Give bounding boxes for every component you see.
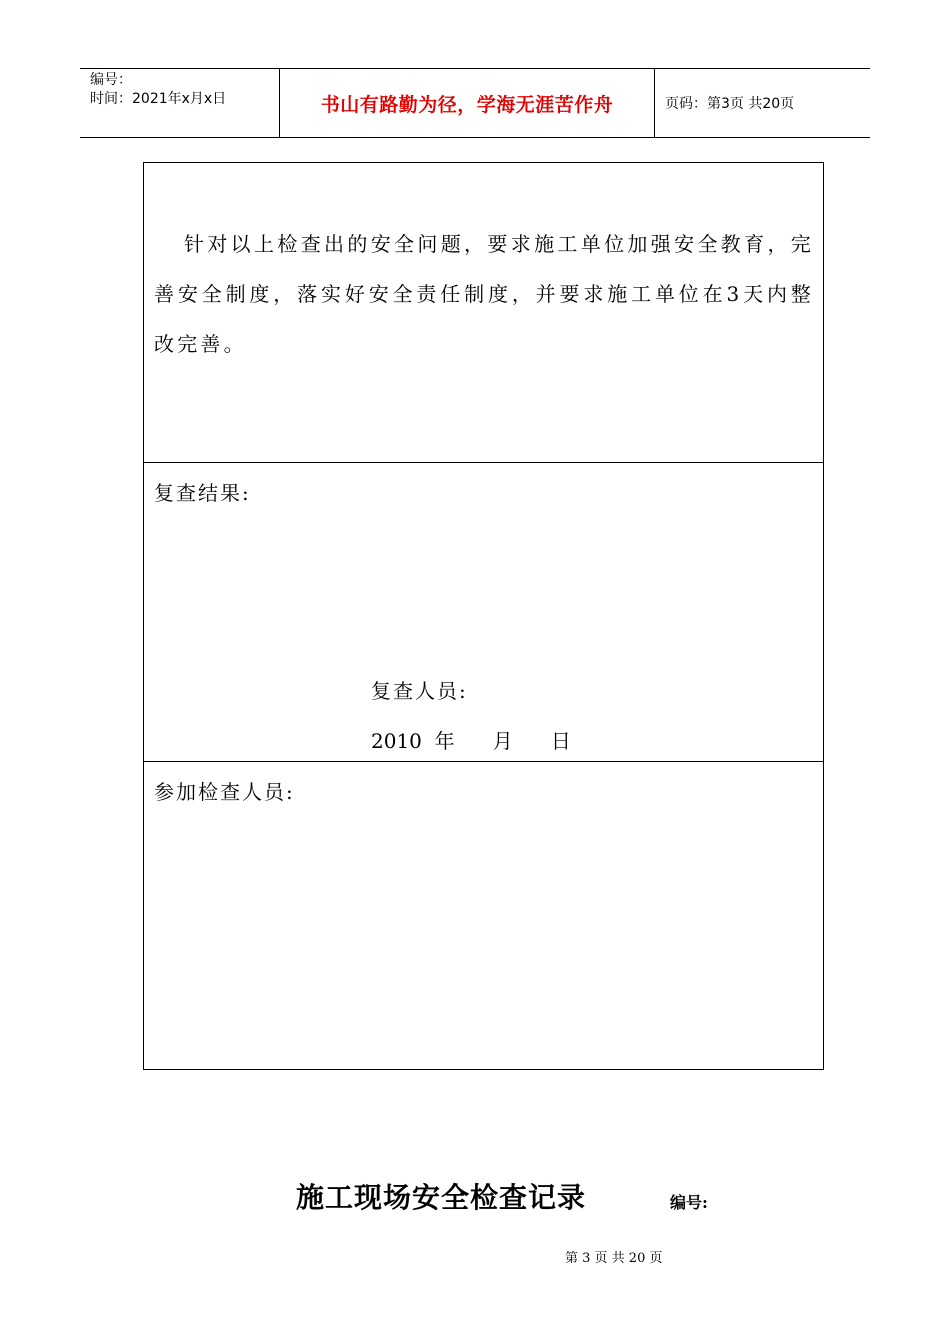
page-header [80, 68, 870, 138]
rectification-section [144, 163, 823, 463]
reviewer-label: 复查人员: [371, 679, 468, 703]
header-motto: 书山有路勤为径，学海无涯苦作舟 [280, 69, 655, 137]
header-code-label: 编号： [90, 72, 132, 88]
rectification-paragraph: 针对以上检查出的安全问题，要求施工单位加强安全教育，完善安全制度，落实好安全责任制度，并要求施工单位在3天内整改完善。 [154, 232, 814, 356]
page-footer: 第 3 页 共 20 页 [565, 1251, 663, 1266]
inspection-form-table [143, 162, 824, 1070]
participants-section [144, 762, 823, 1069]
review-date-line: 2010 年 月 日 [371, 729, 571, 753]
next-page-code-label: 编号: [670, 1193, 708, 1212]
next-page-title: 施工现场安全检查记录 [296, 1181, 587, 1214]
header-meta [80, 69, 280, 137]
review-result-section [144, 463, 823, 762]
header-page-info: 页码：第3页 共20页 [665, 96, 795, 112]
participants-label: 参加检查人员: [154, 780, 295, 804]
review-result-label: 复查结果: [154, 481, 251, 505]
header-time-label: 时间：2021年x月x日 [90, 91, 227, 107]
